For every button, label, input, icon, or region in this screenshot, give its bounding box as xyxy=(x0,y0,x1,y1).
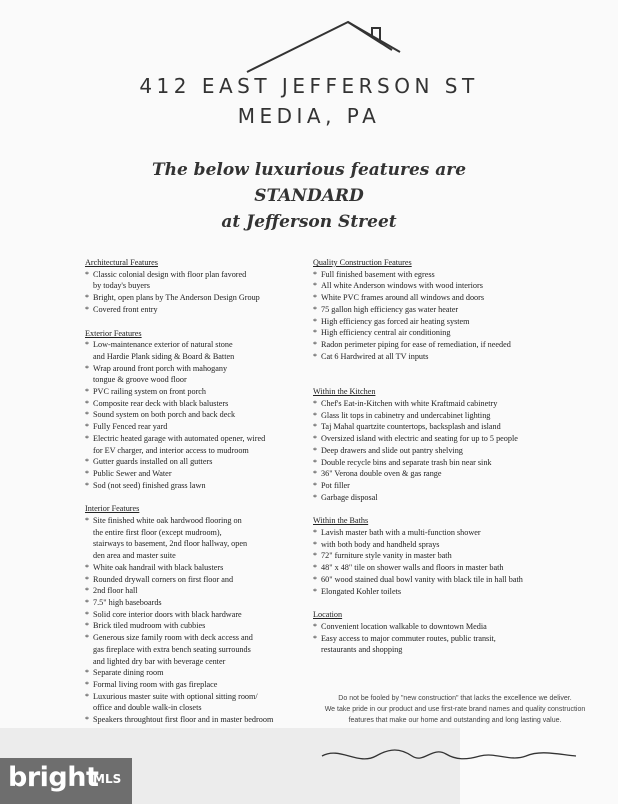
list-item: * Formal living room with gas fireplace xyxy=(85,679,305,691)
list-item: * Composite rear deck with black balusters xyxy=(85,398,305,410)
list-item: gas fireplace with extra bench seating surrounds xyxy=(93,644,251,654)
baths-list xyxy=(313,527,553,597)
list-item: * Chef's Eat-in-Kitchen with white Kraftmaid cabinetry xyxy=(313,398,553,410)
logo-suffix: MLS xyxy=(93,772,122,786)
headline-line-2: STANDARD xyxy=(254,186,364,206)
list-item: the entire first floor (except mudroom), xyxy=(93,527,222,537)
location-heading: Location xyxy=(313,610,343,620)
property-city: MEDIA, PA xyxy=(237,104,381,128)
list-item: * Taj Mahal quartzite countertops, backsplash and island xyxy=(313,421,553,433)
list-item: * Garbage disposal xyxy=(313,492,553,504)
list-item: * Oversized island with electric and seating for up to 5 people xyxy=(313,433,553,445)
interior-list xyxy=(85,515,305,726)
list-item: * Full finished basement with egress xyxy=(313,269,553,281)
quality-heading: Quality Construction Features xyxy=(313,258,412,267)
architectural-heading: Architectural Features xyxy=(85,258,158,267)
list-item: * Low-maintenance exterior of natural stone xyxy=(85,339,305,351)
exterior-heading: Exterior Features xyxy=(85,328,142,338)
list-item: * High efficiency central air conditioning xyxy=(313,327,553,339)
list-item: restaurants and shopping xyxy=(321,645,403,655)
list-item: office and double walk-in closets xyxy=(93,703,202,713)
footer-line-1: Do not be fooled by "new construction" that lacks the excellence we deliver. xyxy=(338,695,572,702)
list-item: * Sod (not seed) finished grass lawn xyxy=(85,480,305,492)
list-item: * Pot filler xyxy=(313,480,553,492)
list-item: by today's buyers xyxy=(93,281,150,291)
list-item: * High efficiency gas forced air heating system xyxy=(313,316,553,328)
list-item: * Cat 6 Hardwired at all TV inputs xyxy=(313,351,553,363)
list-item: * Fully Fenced rear yard xyxy=(85,421,305,433)
list-item: for EV charger, and interior access to mudroom xyxy=(93,445,249,455)
list-item: * Covered front entry xyxy=(85,304,305,316)
baths-heading: Within the Baths xyxy=(313,516,369,526)
list-item: * Radon perimeter piping for ease of remediation, if needed xyxy=(313,339,553,351)
list-item: * Easy access to major commuter routes, public transit, xyxy=(313,633,553,645)
list-item: * Glass lit tops in cabinetry and undercabinet lighting xyxy=(313,410,553,422)
list-item: * 7.5" high baseboards xyxy=(85,597,305,609)
list-item: and lighted dry bar with beverage center xyxy=(93,656,226,666)
footer-line-2: We take pride in our product and use first-rate brand names and quality construction xyxy=(324,705,586,713)
headline-line-3: at Jefferson Street xyxy=(221,212,397,232)
footer-line-3: features that make our home and outstanding and long lasting value. xyxy=(348,716,562,724)
kitchen-heading: Within the Kitchen xyxy=(313,387,376,397)
bright-mls-logo xyxy=(0,758,132,804)
right-column xyxy=(313,257,553,656)
list-item: * Double recycle bins and separate trash bin near sink xyxy=(313,457,553,469)
left-column xyxy=(85,257,305,726)
list-item: * Public Sewer and Water xyxy=(85,468,305,480)
quality-list xyxy=(313,269,553,363)
list-item: * Separate dining room xyxy=(85,667,305,679)
list-item: * Electric heated garage with automated opener, wired xyxy=(85,433,305,445)
list-item: * 2nd floor hall xyxy=(85,585,305,597)
list-item: * Rounded drywall corners on first floor and xyxy=(85,574,305,586)
list-item: * Speakers throughtout first floor and in master bedroom xyxy=(85,714,305,726)
list-item: * PVC railing system on front porch xyxy=(85,386,305,398)
headline-line-1: The below luxurious features are xyxy=(151,160,467,180)
logo-brand: bright xyxy=(8,762,99,793)
house-roof-logo xyxy=(0,0,618,80)
list-item: * 72" furniture style vanity in master bath xyxy=(313,550,553,562)
list-item: tongue & groove wood floor xyxy=(93,375,187,385)
list-item: * Convenient location walkable to downtown Media xyxy=(313,621,553,633)
list-item: and Hardie Plank siding & Board & Batten xyxy=(93,351,235,361)
list-item: * Generous size family room with deck access and xyxy=(85,632,305,644)
exterior-list xyxy=(85,339,305,491)
list-item: * Lavish master bath with a multi-function shower xyxy=(313,527,553,539)
kitchen-list xyxy=(313,398,553,503)
interior-heading: Interior Features xyxy=(85,504,140,514)
list-item: stairways to basement, 2nd floor hallway, open xyxy=(93,539,248,549)
list-item: * White oak handrail with black balusters xyxy=(85,562,305,574)
list-item: * Wrap around front porch with mahogany xyxy=(85,363,305,375)
list-item: * Luxurious master suite with optional sitting room/ xyxy=(85,691,305,703)
list-item: * Site finished white oak hardwood flooring on xyxy=(85,515,305,527)
list-item: * Solid core interior doors with black hardware xyxy=(85,609,305,621)
list-item: * with both body and handheld sprays xyxy=(313,539,553,551)
list-item: * White PVC frames around all windows and doors xyxy=(313,292,553,304)
list-item: * Sound system on both porch and back deck xyxy=(85,409,305,421)
footer-note xyxy=(310,694,600,726)
list-item: * 75 gallon high efficiency gas water heater xyxy=(313,304,553,316)
list-item: * 48" x 48" tile on shower walls and floors in master bath xyxy=(313,562,553,574)
list-item: * 36" Verona double oven & gas range xyxy=(313,468,553,480)
list-item: * Classic colonial design with floor plan favored xyxy=(85,269,305,281)
signature-flourish-icon xyxy=(320,742,580,772)
architectural-list xyxy=(85,269,305,316)
list-item: * 60" wood stained dual bowl vanity with black tile in hall bath xyxy=(313,574,553,586)
list-item: den area and master suite xyxy=(93,551,176,561)
list-item: * Elongated Kohler toilets xyxy=(313,586,553,598)
list-item: * Bright, open plans by The Anderson Design Group xyxy=(85,292,305,304)
list-item: * All white Anderson windows with wood interiors xyxy=(313,280,553,292)
list-item: * Deep drawers and slide out pantry shelving xyxy=(313,445,553,457)
list-item: * Brick tiled mudroom with cubbies xyxy=(85,620,305,632)
location-list xyxy=(313,621,553,656)
property-address: 412 EAST JEFFERSON ST xyxy=(139,74,479,98)
list-item: * Gutter guards installed on all gutters xyxy=(85,456,305,468)
